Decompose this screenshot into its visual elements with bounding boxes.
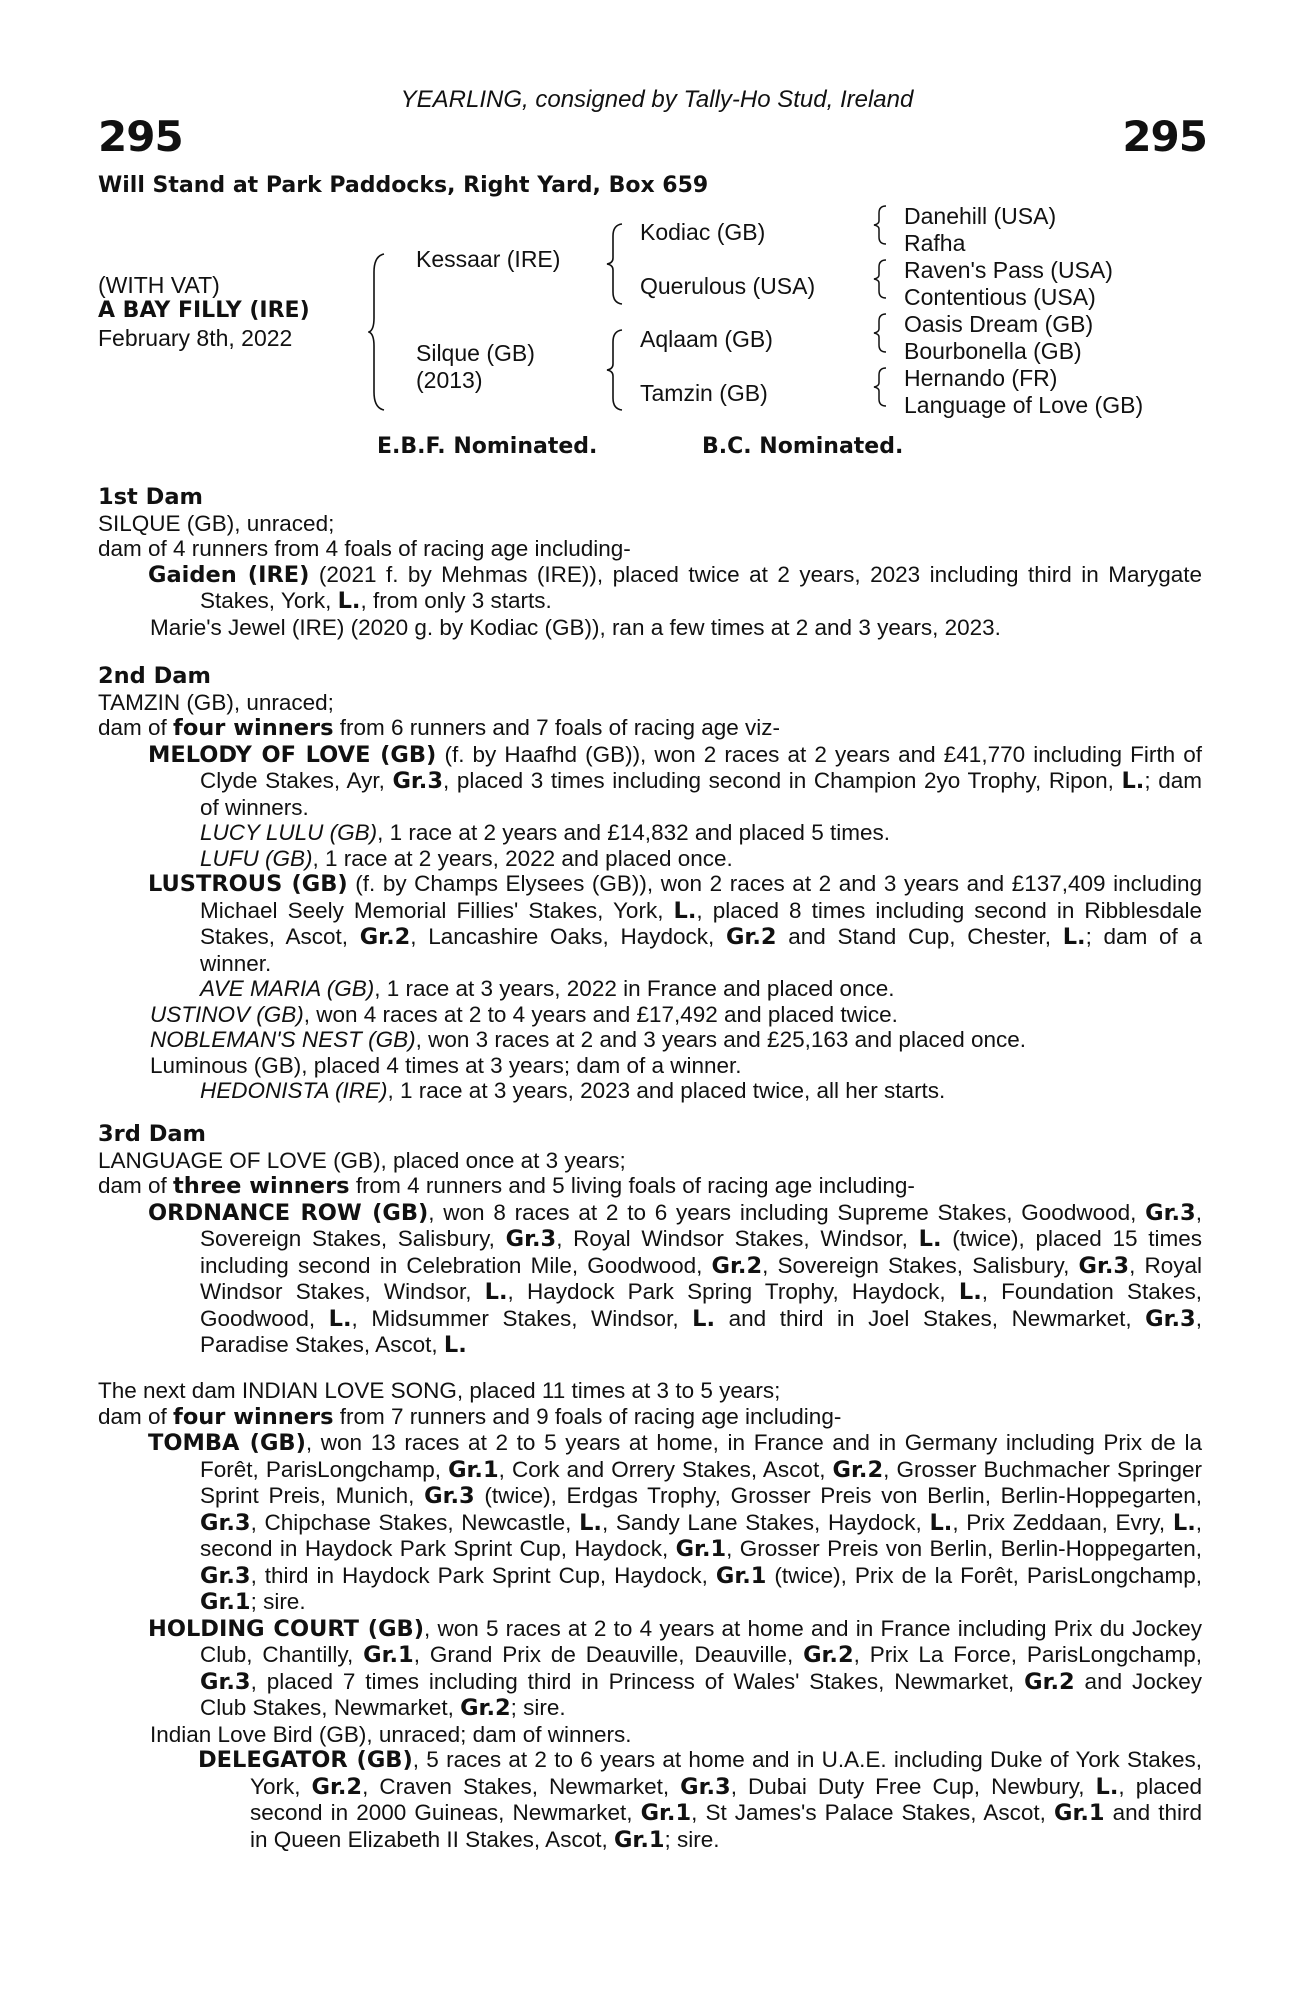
entry-text: , placed 8 times including second in Ribblesdale Stakes, Ascot, xyxy=(200,897,1202,949)
race-grade: Gr.1 xyxy=(613,1826,665,1853)
section-heading: 1st Dam xyxy=(98,484,203,510)
horse-name: LUCY LULU (GB) xyxy=(200,820,378,845)
entry-text: , won 8 races at 2 to 6 years including Supreme Stakes, Goodwood, xyxy=(428,1199,1146,1225)
entry-text: dam of xyxy=(98,715,174,740)
produce-entry: Marie's Jewel (IRE) (2020 g. by Kodiac (GB)), ran a few times at 2 and 3 years, 2023. xyxy=(150,614,1001,640)
winners-count: four winners xyxy=(173,715,334,741)
grandsire-1: Danehill (USA) xyxy=(904,203,1057,229)
race-grade: Gr.3 xyxy=(1145,1305,1196,1332)
race-grade: L. xyxy=(673,897,697,924)
produce-entry xyxy=(98,846,1202,872)
horse-name: TOMBA (GB) xyxy=(148,1430,306,1456)
entry-text: , won 3 races at 2 and 3 years and £25,163 and placed once. xyxy=(415,1027,1027,1052)
race-grade: L. xyxy=(958,1279,982,1305)
produce-entry xyxy=(98,871,1202,976)
race-grade: Gr.1 xyxy=(1053,1800,1105,1826)
entry-text: dam of xyxy=(98,1403,174,1429)
brace-dam xyxy=(606,328,626,412)
produce-entry xyxy=(98,562,1202,615)
dam: Silque (GB) xyxy=(416,340,535,366)
produce-entry xyxy=(98,742,1202,821)
race-grade: Gr.3 xyxy=(1078,1252,1130,1279)
produce-line xyxy=(98,1404,1202,1431)
horse-name: HOLDING COURT (GB) xyxy=(148,1615,424,1642)
race-grade: Gr.1 xyxy=(640,1800,692,1826)
bc-nomination: B.C. Nominated. xyxy=(702,434,904,459)
race-grade: Gr.3 xyxy=(200,1562,251,1589)
first-dam-section xyxy=(98,485,1202,640)
race-grade: Gr.1 xyxy=(448,1456,499,1483)
entry-text: ; sire. xyxy=(510,1695,566,1720)
race-grade: L. xyxy=(918,1226,942,1252)
entry-text: , Cork and Orrery Stakes, Ascot, xyxy=(498,1456,833,1482)
vat-note: (WITH VAT) xyxy=(98,272,220,298)
entry-text: , placed 3 times including second in Champion 2yo Trophy, Ripon, xyxy=(443,768,1122,793)
catalogue-subtitle: YEARLING, consigned by Tally-Ho Stud, Ireland xyxy=(400,86,914,113)
race-grade: L. xyxy=(443,1332,467,1358)
race-grade: Gr.3 xyxy=(1145,1199,1196,1226)
race-grade: Gr.3 xyxy=(200,1668,251,1695)
entry-text: dam of xyxy=(98,1173,174,1198)
entry-text: (twice), placed 15 times including second in Celebration Mile, Goodwood, xyxy=(200,1226,1202,1278)
race-grade: Gr.2 xyxy=(359,924,411,950)
winners-count: three winners xyxy=(173,1173,350,1199)
sire-dam: Querulous (USA) xyxy=(640,273,816,299)
entry-text: (f. by Haafhd (GB)), won 2 races at 2 years and £41,770 including Firth of Clyde Stakes, Ayr, xyxy=(200,741,1203,793)
race-grade: Gr.3 xyxy=(424,1483,475,1509)
sire-sire: Kodiac (GB) xyxy=(640,219,766,245)
entry-text: (f. by Champs Elysees (GB)), won 2 races at 2 and 3 years and £137,409 including Michael Seely Memorial Fillies' Stakes, York, xyxy=(200,871,1202,923)
race-grade: Gr.2 xyxy=(725,924,777,950)
entry-text: , Grosser Buchmacher Springer Sprint Preis, Munich, xyxy=(200,1456,1203,1508)
horse-name: DELEGATOR (GB) xyxy=(198,1747,413,1773)
entry-text: , placed second in 2000 Guineas, Newmarket, xyxy=(250,1773,1203,1825)
race-grade: L. xyxy=(692,1305,716,1332)
entry-text: , second in Haydock Park Sprint Cup, Haydock, xyxy=(200,1509,1203,1561)
entry-text: ; sire. xyxy=(250,1589,306,1614)
horse-name: LUFU (GB) xyxy=(200,845,313,871)
entry-text: , third in Haydock Park Sprint Cup, Haydock, xyxy=(250,1562,716,1588)
produce-line: dam of 4 runners from 4 foals of racing age including- xyxy=(98,536,631,561)
horse-name: A BAY FILLY (IRE) xyxy=(98,298,310,323)
race-grade: L. xyxy=(929,1509,953,1536)
grandsire-3: Oasis Dream (GB) xyxy=(904,311,1094,337)
race-grade: Gr.2 xyxy=(1024,1668,1075,1695)
entry-text: , won 5 races at 2 to 4 years at home and in France including Prix du Jockey Club, Chantilly, xyxy=(200,1615,1202,1667)
brace-main xyxy=(368,252,388,412)
produce-entry: Luminous (GB), placed 4 times at 3 years; dam of a winner. xyxy=(150,1052,742,1078)
entry-text: , Sovereign Stakes, Salisbury, xyxy=(762,1252,1079,1278)
entry-text: and Jockey Club Stakes, Newmarket, xyxy=(200,1668,1202,1720)
entry-text: (twice), Erdgas Trophy, Grosser Preis von Berlin, Berlin-Hoppegarten, xyxy=(474,1483,1202,1508)
horse-name: Gaiden (IRE) xyxy=(148,561,310,588)
produce-entry xyxy=(98,820,1202,846)
horse-name: USTINOV (GB) xyxy=(150,1001,304,1027)
produce-entry xyxy=(98,1747,1202,1853)
brace-sire xyxy=(606,222,626,306)
dam-line: SILQUE (GB), unraced; xyxy=(98,510,335,536)
entry-text: , Craven Stakes, Newmarket, xyxy=(362,1773,681,1799)
produce-entry xyxy=(98,1027,1202,1053)
grandsire-4: Hernando (FR) xyxy=(904,365,1058,391)
horse-name: LUSTROUS (GB) xyxy=(148,871,348,897)
race-grade: L. xyxy=(1172,1509,1196,1536)
entry-text: , Royal Windsor Stakes, Windsor, xyxy=(200,1252,1203,1304)
entry-text: (twice), Prix de la Forêt, ParisLongchamp, xyxy=(766,1562,1202,1588)
produce-line xyxy=(98,1173,1202,1200)
entry-text: , Prix La Force, ParisLongchamp, xyxy=(853,1642,1203,1667)
dam-year: (2013) xyxy=(416,367,483,393)
produce-entry xyxy=(98,1002,1202,1028)
dam-dam: Tamzin (GB) xyxy=(640,380,768,406)
grandsire-2: Raven's Pass (USA) xyxy=(904,257,1113,283)
entry-text: , Midsummer Stakes, Windsor, xyxy=(351,1305,693,1331)
race-grade: Gr.2 xyxy=(803,1642,854,1668)
entry-text: ; dam of a winner. xyxy=(200,924,1202,976)
race-grade: Gr.3 xyxy=(505,1226,557,1252)
race-grade: Gr.3 xyxy=(392,768,444,794)
entry-text: and Stand Cup, Chester, xyxy=(776,924,1063,949)
entry-text: , Foundation Stakes, Goodwood, xyxy=(200,1279,1202,1331)
dam-line: The next dam INDIAN LOVE SONG, placed 11 times at 3 to 5 years; xyxy=(98,1378,781,1403)
horse-name: HEDONISTA (IRE) xyxy=(200,1078,388,1103)
entry-text: , Dubai Duty Free Cup, Newbury, xyxy=(730,1773,1096,1799)
race-grade: Gr.2 xyxy=(460,1695,511,1721)
lot-number-right: 295 xyxy=(1122,112,1207,161)
entry-text: , 1 race at 2 years and £14,832 and placed 5 times. xyxy=(377,820,890,845)
produce-entry xyxy=(98,976,1202,1002)
dam-line: LANGUAGE OF LOVE (GB), placed once at 3 years; xyxy=(98,1147,626,1173)
entry-text: , Grosser Preis von Berlin, Berlin-Hoppegarten, xyxy=(726,1536,1202,1561)
entry-text: , Paradise Stakes, Ascot, xyxy=(200,1305,1202,1357)
entry-text: , 1 race at 3 years, 2023 and placed twice, all her starts. xyxy=(387,1078,946,1103)
entry-text: , from only 3 starts. xyxy=(360,588,552,613)
entry-text: and third in Joel Stakes, Newmarket, xyxy=(715,1305,1146,1331)
horse-name: NOBLEMAN'S NEST (GB) xyxy=(150,1027,416,1052)
produce-entry xyxy=(98,1078,1202,1104)
section-heading: 2nd Dam xyxy=(98,663,211,689)
entry-text: , Sandy Lane Stakes, Haydock, xyxy=(601,1509,930,1535)
entry-text: , placed 7 times including third in Princess of Wales' Stakes, Newmarket, xyxy=(250,1668,1025,1694)
race-grade: L. xyxy=(1095,1773,1119,1800)
entry-text: , St James's Palace Stakes, Ascot, xyxy=(691,1800,1054,1825)
second-dam-section xyxy=(98,664,1202,1104)
produce-entry xyxy=(98,1430,1202,1616)
third-dam-section xyxy=(98,1122,1202,1359)
entry-text: ; dam of winners. xyxy=(200,768,1202,820)
race-grade: L. xyxy=(1062,924,1086,950)
race-grade: Gr.3 xyxy=(200,1509,251,1536)
entry-text: , Lancashire Oaks, Haydock, xyxy=(410,924,726,949)
entry-text: , 1 race at 2 years, 2022 and placed once. xyxy=(312,845,733,871)
produce-entry xyxy=(98,1200,1202,1359)
race-grade: L. xyxy=(328,1305,352,1332)
entry-text: , Haydock Park Spring Trophy, Haydock, xyxy=(507,1279,959,1304)
horse-dob: February 8th, 2022 xyxy=(98,325,293,351)
race-grade: Gr.2 xyxy=(311,1773,363,1800)
entry-text: from 6 runners and 7 foals of racing age viz- xyxy=(333,715,781,740)
section-heading: 3rd Dam xyxy=(98,1121,206,1147)
ebf-nomination: E.B.F. Nominated. xyxy=(377,434,598,459)
dam-sire: Aqlaam (GB) xyxy=(640,326,773,352)
produce-entry xyxy=(98,1616,1202,1722)
sire: Kessaar (IRE) xyxy=(416,246,561,272)
race-grade: Gr.1 xyxy=(363,1642,414,1668)
race-grade: Gr.1 xyxy=(715,1562,767,1589)
race-grade: Gr.3 xyxy=(680,1773,731,1800)
produce-line xyxy=(98,715,1202,742)
lot-number-left: 295 xyxy=(98,112,183,161)
race-grade: L. xyxy=(579,1509,602,1536)
entry-text: (2021 f. by Mehmas (IRE)), placed twice at 2 years, 2023 including third in Marygate Stakes, York, xyxy=(200,561,1202,613)
horse-name: ORDNANCE ROW (GB) xyxy=(148,1199,429,1226)
entry-text: from 7 runners and 9 foals of racing age including- xyxy=(333,1403,842,1429)
brace-g4 xyxy=(872,366,890,408)
race-grade: Gr.1 xyxy=(200,1589,251,1615)
brace-g3 xyxy=(872,312,890,354)
horse-name: AVE MARIA (GB) xyxy=(200,976,375,1001)
race-grade: Gr.1 xyxy=(675,1536,727,1562)
brace-g2 xyxy=(872,258,890,300)
granddam-4: Language of Love (GB) xyxy=(904,392,1144,418)
entry-text: ; sire. xyxy=(664,1826,720,1852)
granddam-1: Rafha xyxy=(904,230,966,256)
race-grade: L. xyxy=(1121,768,1145,794)
entry-text: , Prix Zeddaan, Evry, xyxy=(952,1509,1173,1535)
produce-entry: Indian Love Bird (GB), unraced; dam of winners. xyxy=(150,1721,632,1747)
entry-text: from 4 runners and 5 living foals of racing age including- xyxy=(349,1173,915,1198)
entry-text: , won 4 races at 2 to 4 years and £17,492 and placed twice. xyxy=(303,1001,898,1027)
dam-line: TAMZIN (GB), unraced; xyxy=(98,689,334,715)
brace-g1 xyxy=(872,204,890,246)
race-grade: Gr.2 xyxy=(832,1456,884,1483)
race-grade: L. xyxy=(337,588,361,614)
next-dam-section xyxy=(98,1378,1202,1853)
granddam-2: Contentious (USA) xyxy=(904,284,1096,310)
entry-text: and third in Queen Elizabeth II Stakes, Ascot, xyxy=(250,1800,1202,1852)
entry-text: , 1 race at 3 years, 2022 in France and placed once. xyxy=(374,976,895,1001)
race-grade: Gr.2 xyxy=(711,1252,763,1279)
entry-text: , Royal Windsor Stakes, Windsor, xyxy=(556,1226,919,1251)
stand-location: Will Stand at Park Paddocks, Right Yard, Box 659 xyxy=(98,173,709,198)
granddam-3: Bourbonella (GB) xyxy=(904,338,1082,364)
entry-text: , Grand Prix de Deauville, Deauville, xyxy=(413,1642,804,1667)
entry-text: , Chipchase Stakes, Newcastle, xyxy=(250,1509,580,1535)
entry-text: , 5 races at 2 to 6 years at home and in U.A.E. including Duke of York Stakes, York, xyxy=(250,1747,1202,1799)
entry-text: , Sovereign Stakes, Salisbury, xyxy=(200,1199,1202,1251)
horse-name: MELODY OF LOVE (GB) xyxy=(148,741,437,768)
winners-count: four winners xyxy=(173,1403,334,1430)
entry-text: , won 13 races at 2 to 5 years at home, in France and in Germany including Prix de la Forêt, ParisLongchamp, xyxy=(200,1430,1202,1482)
race-grade: L. xyxy=(484,1279,508,1305)
